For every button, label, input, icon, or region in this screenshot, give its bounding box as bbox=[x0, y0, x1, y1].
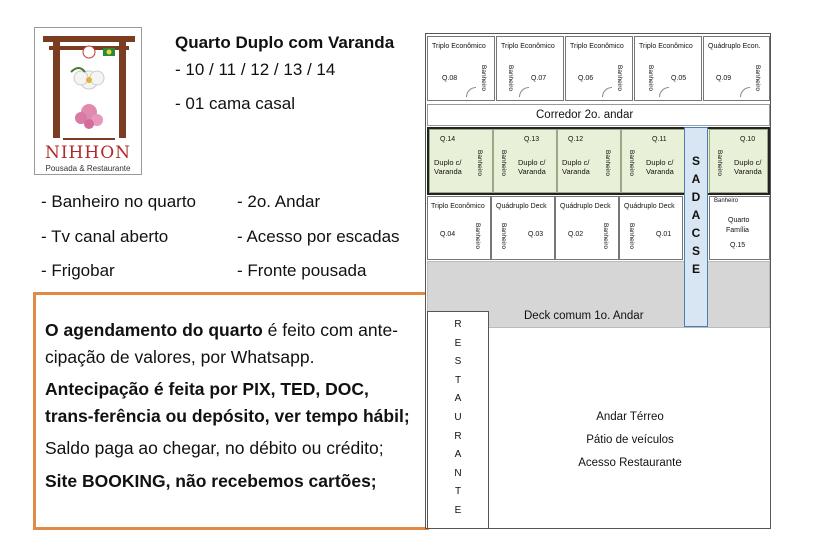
floor-plan bbox=[425, 33, 771, 529]
bath-label: Banheiro bbox=[507, 65, 514, 92]
room-number: Q.06 bbox=[578, 75, 594, 82]
info-p1-rest: é feito com ante-cipação de valores, por Whatsapp. bbox=[45, 320, 399, 367]
restaurant-letter: R bbox=[454, 430, 462, 442]
restaurant-letter: N bbox=[454, 467, 462, 479]
feature-right-2: - Acesso por escadas bbox=[237, 227, 400, 246]
room-type-2: Varanda bbox=[434, 167, 462, 176]
room-number: Q.03 bbox=[528, 231, 544, 238]
room-type-2: Varanda bbox=[734, 167, 762, 176]
restaurant-letter: T bbox=[454, 374, 462, 386]
info-p2: Antecipação é feita por PIX, TED, DOC, trans-ferência ou depósito, ver tempo hábil; bbox=[45, 379, 410, 426]
restaurant-letter: S bbox=[454, 356, 462, 368]
ground-line-3: Acesso Restaurante bbox=[578, 457, 682, 469]
room-number: Q.07 bbox=[531, 75, 547, 82]
room-number: Q.10 bbox=[740, 136, 756, 143]
room-number: Q.04 bbox=[440, 231, 456, 238]
room-type: Quádruplo Econ. bbox=[708, 43, 761, 50]
room-type: Duplo c/ bbox=[434, 158, 462, 167]
restaurant-letter: R bbox=[454, 319, 462, 330]
restaurant-letter: A bbox=[454, 449, 462, 461]
info-p4: Site BOOKING, não recebemos cartões; bbox=[45, 470, 377, 491]
room-number: Q.05 bbox=[671, 75, 687, 82]
room-type: Triplo Econômico bbox=[639, 43, 693, 50]
room-type: Quádruplo Deck bbox=[496, 203, 547, 210]
room-type-2: Varanda bbox=[646, 167, 674, 176]
restaurant-letter: E bbox=[454, 337, 462, 349]
room-type: Quádruplo Deck bbox=[624, 203, 675, 210]
room-q14 bbox=[429, 129, 493, 193]
feature-left-2: - Tv canal aberto bbox=[41, 227, 169, 246]
door-icon bbox=[602, 87, 612, 97]
door-icon bbox=[466, 87, 476, 97]
restaurant-letter: A bbox=[454, 393, 462, 405]
room-q09 bbox=[703, 36, 770, 101]
room-type: Duplo c/ bbox=[562, 158, 590, 167]
restaurant-letter: E bbox=[454, 504, 462, 516]
ground-line-2: Pátio de veículos bbox=[586, 434, 674, 446]
room-type-2: Varanda bbox=[518, 167, 546, 176]
room-q15 bbox=[709, 196, 770, 260]
stairs-letter: E bbox=[691, 262, 700, 276]
room-number: Q.11 bbox=[652, 136, 667, 143]
room-number: Q.02 bbox=[568, 231, 584, 238]
feature-right-1: - 2o. Andar bbox=[237, 192, 321, 211]
room-q01 bbox=[619, 196, 683, 260]
corridor-label: Corredor 2o. andar bbox=[536, 109, 634, 121]
bath-label: Banheiro bbox=[474, 223, 481, 250]
restaurant-letter: T bbox=[454, 486, 462, 498]
bath-label: Banheiro bbox=[604, 150, 611, 177]
room-q04 bbox=[427, 196, 491, 260]
room-q05 bbox=[634, 36, 702, 101]
room-q10 bbox=[709, 129, 768, 193]
room-type: Quarto bbox=[728, 217, 750, 224]
room-q12 bbox=[557, 129, 621, 193]
room-number: Q.13 bbox=[524, 136, 540, 143]
bed-info: - 01 cama casal bbox=[175, 94, 295, 113]
room-number: Q.12 bbox=[568, 136, 584, 143]
info-paragraph-1 bbox=[45, 317, 418, 370]
room-q03 bbox=[491, 196, 555, 260]
bath-label: Banheiro bbox=[628, 223, 635, 250]
bath-label: Banheiro bbox=[480, 65, 487, 92]
stairs-letter: C bbox=[691, 226, 701, 240]
info-paragraph-3: Saldo paga ao chegar, no débito ou crédito; bbox=[45, 438, 384, 458]
feature-left-3: - Frigobar bbox=[41, 261, 115, 280]
bath-label: Banheiro bbox=[754, 65, 761, 92]
stairs-letter: A bbox=[691, 208, 701, 222]
room-type: Duplo c/ bbox=[646, 158, 674, 167]
room-type: Triplo Econômico bbox=[570, 43, 624, 50]
room-type: Duplo c/ bbox=[518, 158, 546, 167]
logo-name: NIHHON bbox=[44, 143, 132, 163]
room-type: Triplo Econômico bbox=[501, 43, 555, 50]
room-number: Q.09 bbox=[716, 75, 732, 82]
room-q11 bbox=[621, 129, 685, 193]
stairs-letter: D bbox=[691, 190, 701, 204]
corridor-2nd-floor bbox=[427, 104, 770, 126]
stairs bbox=[684, 127, 708, 327]
room-number: Q.15 bbox=[730, 242, 746, 249]
ground-line-1: Andar Térreo bbox=[596, 411, 664, 423]
restaurant-label bbox=[452, 316, 464, 521]
bath-label: Banheiro bbox=[716, 150, 723, 177]
bath-label: Banheiro bbox=[616, 65, 623, 92]
info-paragraph-2 bbox=[45, 376, 418, 429]
bath-label: Banheiro bbox=[500, 223, 507, 250]
stairs-letter: S bbox=[691, 244, 700, 258]
room-q07 bbox=[496, 36, 564, 101]
room-type-2: Varanda bbox=[562, 167, 590, 176]
room-number: Q.14 bbox=[440, 136, 456, 143]
room-numbers: - 10 / 11 / 12 / 13 / 14 bbox=[175, 60, 336, 79]
room-type: Quádruplo Deck bbox=[560, 203, 611, 210]
info-paragraph-4 bbox=[45, 468, 418, 495]
bath-label: Banheiro bbox=[476, 150, 483, 177]
restaurant-letter: U bbox=[454, 411, 462, 423]
room-number: Q.08 bbox=[442, 75, 458, 82]
room-q13 bbox=[493, 129, 557, 193]
bath-label: Banheiro bbox=[500, 150, 507, 177]
room-type: Triplo Econômico bbox=[432, 43, 486, 50]
page-title: Quarto Duplo com Varanda bbox=[175, 33, 395, 52]
booking-info-box bbox=[33, 292, 429, 530]
door-icon bbox=[740, 87, 750, 97]
room-q02 bbox=[555, 196, 619, 260]
bath-label: Banheiro bbox=[714, 198, 739, 204]
room-type: Duplo c/ bbox=[734, 158, 762, 167]
room-type-2: Família bbox=[726, 227, 749, 234]
logo bbox=[34, 27, 142, 175]
room-q06 bbox=[565, 36, 633, 101]
room-q08 bbox=[427, 36, 495, 101]
door-icon bbox=[659, 87, 669, 97]
bath-label: Banheiro bbox=[602, 223, 609, 250]
feature-left-1: - Banheiro no quarto bbox=[41, 192, 196, 211]
bath-label: Banheiro bbox=[647, 65, 654, 92]
ground-floor-info bbox=[489, 406, 771, 475]
stairs-letter: S bbox=[691, 154, 700, 168]
bath-label: Banheiro bbox=[628, 150, 635, 177]
feature-right-3: - Fronte pousada bbox=[237, 261, 367, 280]
info-p1-bold: O agendamento do quarto bbox=[45, 320, 263, 340]
room-type: Triplo Econômico bbox=[431, 203, 485, 210]
door-icon bbox=[519, 87, 529, 97]
deck-label: Deck comum 1o. Andar bbox=[524, 310, 644, 322]
room-number: Q.01 bbox=[656, 231, 672, 238]
logo-subtitle: Pousada & Restaurante bbox=[45, 164, 131, 173]
stairs-letter: A bbox=[691, 172, 701, 186]
